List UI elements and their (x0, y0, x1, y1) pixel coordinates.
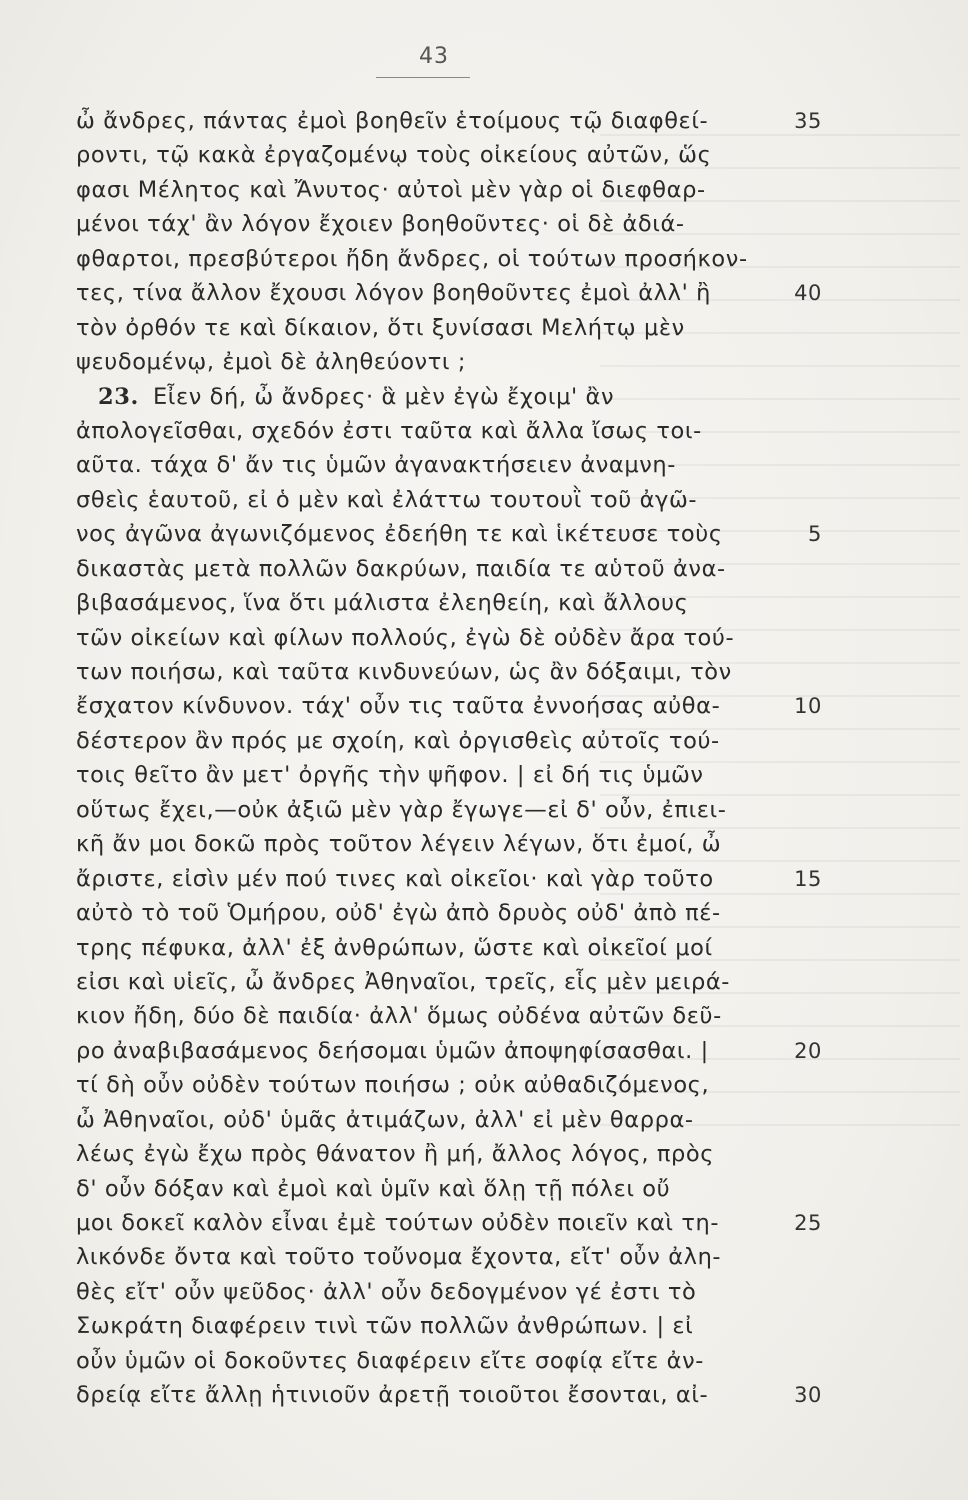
line-text: δέστερον ἂν πρός με σχοίη, καὶ ὀργισθεὶς αὐτοῖς τού- (76, 727, 720, 754)
text-line (76, 896, 816, 930)
line-text: τοις θεῖτο ἂν μετ' ὀργῆς τὴν ψῆφον. | εἰ δή τις ὑμῶν (76, 762, 704, 789)
text-line (76, 793, 816, 827)
text-line (76, 345, 816, 379)
text-line (76, 586, 816, 620)
line-text: τῶν οἰκείων καὶ φίλων πολλούς, ἐγὼ δὲ οὐδὲν ἄρα τού- (76, 624, 735, 651)
text-line (76, 724, 816, 758)
page-number: 43 (419, 44, 449, 69)
line-text: ἔσχατον κίνδυνον. τάχ' οὖν τις ταῦτα ἐννοήσας αὐθα- (76, 693, 721, 720)
section-number: 23. (98, 383, 139, 410)
text-line (76, 965, 816, 999)
line-number-marker: 20 (794, 1038, 822, 1063)
line-text: νος ἀγῶνα ἀγωνιζόμενος ἐδεήθη τε καὶ ἱκέτευσε τοὺς (76, 521, 723, 548)
text-line (76, 621, 816, 655)
text-line (76, 414, 816, 448)
line-text: εἰσι καὶ υἱεῖς, ὦ ἄνδρες Ἀθηναῖοι, τρεῖς, εἷς μὲν μειρά- (76, 968, 731, 995)
line-text: θὲς εἴτ' οὖν ψεῦδος· ἀλλ' οὖν δεδογμένον γέ ἐστι τὸ (76, 1278, 697, 1305)
page-number-rule (376, 77, 470, 78)
text-line (76, 1344, 816, 1378)
text-line (76, 1309, 816, 1343)
text-line (76, 276, 822, 310)
text-line (76, 931, 816, 965)
line-text: οὕτως ἔχει,—οὐκ ἀξιῶ μὲν γὰρ ἔγωγε—εἰ δ' οὖν, ἐπιει- (76, 796, 727, 823)
line-text: κιον ἤδη, δύο δὲ παιδία· ἀλλ' ὅμως οὐδένα αὐτῶν δεῦ- (76, 1003, 722, 1030)
text-line (76, 104, 822, 138)
line-number-marker: 30 (794, 1383, 822, 1408)
text-line (76, 655, 816, 689)
text-line (76, 1378, 822, 1412)
text-line (76, 1068, 816, 1102)
text-line (76, 827, 816, 861)
line-text: φθαρτοι, πρεσβύτεροι ἤδη ἄνδρες, οἱ τούτων προσήκον- (76, 245, 748, 272)
line-number-marker: 5 (808, 522, 822, 547)
text-line (76, 689, 822, 723)
greek-text-block (76, 104, 822, 1413)
line-text: βιβασάμενος, ἵνα ὅτι μάλιστα ἐλεηθείη, καὶ ἄλλους (76, 590, 689, 617)
line-number-marker: 40 (794, 281, 822, 306)
text-line (76, 1206, 822, 1240)
line-text: ἄριστε, εἰσὶν μέν πού τινες καὶ οἰκεῖοι· καὶ γὰρ τοῦτο (76, 865, 714, 892)
line-text: δρείᾳ εἴτε ἄλλῃ ἡτινιοῦν ἀρετῇ τοιοῦτοι ἔσονται, αἰ- (76, 1382, 709, 1409)
text-line (76, 862, 822, 896)
text-line (76, 242, 816, 276)
line-text: ψευδομένῳ, ἐμοὶ δὲ ἀληθεύοντι ; (76, 349, 467, 376)
line-text: ἀπολογεῖσθαι, σχεδόν ἐστι ταῦτα καὶ ἄλλα ἴσως τοι- (76, 417, 702, 444)
text-line (76, 552, 816, 586)
line-number-marker: 35 (794, 109, 822, 133)
line-text: λέως ἐγὼ ἔχω πρὸς θάνατον ἢ μή, ἄλλος λόγος, πρὸς (76, 1141, 715, 1168)
text-line (76, 1240, 816, 1274)
line-text: αῦτα. τάχα δ' ἄν τις ὑμῶν ἀγανακτήσειεν ἀναμνη- (76, 452, 677, 479)
text-line (76, 380, 816, 414)
line-text: ρο ἀναβιβασάμενος δεήσομαι ὑμῶν ἀποψηφίσασθαι. | (76, 1037, 709, 1064)
line-number-marker: 25 (794, 1211, 822, 1235)
text-line (76, 1275, 816, 1309)
line-text: ὦ ἄνδρες, πάντας ἐμοὶ βοηθεῖν ἑτοίμους τῷ διαφθεί- (76, 108, 709, 134)
line-text: αὐτὸ τὸ τοῦ Ὁμήρου, οὐδ' ἐγὼ ἀπὸ δρυὸς οὐδ' ἀπὸ πέ- (76, 900, 721, 927)
line-text: Εἶεν δή, ὦ ἄνδρες· ἃ μὲν ἐγὼ ἔχοιμ' ἂν (152, 383, 615, 410)
text-line (76, 1034, 822, 1068)
line-text: μοι δοκεῖ καλὸν εἶναι ἐμὲ τούτων οὐδὲν ποιεῖν καὶ τη- (76, 1210, 720, 1236)
line-text: λικόνδε ὄντα καὶ τοῦτο τοὔνομα ἔχοντα, εἴτ' οὖν ἀλη- (76, 1244, 722, 1271)
line-text: των ποιήσω, καὶ ταῦτα κινδυνεύων, ὡς ἂν δόξαιμι, τὸν (76, 659, 732, 685)
text-line (76, 1103, 816, 1137)
line-text: οὖν ὑμῶν οἱ δοκοῦντες διαφέρειν εἴτε σοφίᾳ εἴτε ἀν- (76, 1347, 704, 1374)
text-line (76, 173, 816, 207)
line-text: δ' οὖν δόξαν καὶ ἐμοὶ καὶ ὑμῖν καὶ ὅλῃ τῇ πόλει οὔ (76, 1175, 671, 1202)
line-number-marker: 15 (794, 866, 822, 891)
text-line (76, 1137, 816, 1171)
line-text: μένοι τάχ' ἂν λόγον ἔχοιεν βοηθοῦντες· οἱ δὲ ἀδιά- (76, 211, 685, 238)
line-text: τί δὴ οὖν οὐδὲν τούτων ποιήσω ; οὐκ αὐθαδιζόμενος, (76, 1072, 710, 1099)
text-line (76, 138, 816, 172)
line-text: κῆ ἄν μοι δοκῶ πρὸς τοῦτον λέγειν λέγων, ὅτι ἐμοί, ὦ (76, 831, 722, 858)
text-line (76, 1172, 816, 1206)
text-line (76, 758, 816, 792)
line-text: ὦ Ἀθηναῖοι, οὐδ' ὑμᾶς ἀτιμάζων, ἀλλ' εἰ μὲν θαρρα- (76, 1106, 694, 1133)
text-line (76, 517, 822, 551)
line-text: τὸν ὀρθόν τε καὶ δίκαιον, ὅτι ξυνίσασι Μελήτῳ μὲν (76, 314, 685, 341)
line-text: ροντι, τῷ κακὰ ἐργαζομένῳ τοὺς οἰκείους αὐτῶν, ὥς (76, 142, 712, 169)
line-text: δικαστὰς μετὰ πολλῶν δακρύων, παιδία τε αὑτοῦ ἀνα- (76, 555, 726, 582)
text-line (76, 311, 816, 345)
text-line (76, 207, 816, 241)
line-text: τρης πέφυκα, ἀλλ' ἐξ ἀνθρώπων, ὥστε καὶ οἰκεῖοί μοί (76, 934, 713, 961)
line-number-marker: 10 (794, 694, 822, 719)
text-line (76, 483, 816, 517)
line-text: φασι Μέλητος καὶ Ἄνυτος· αὐτοὶ μὲν γὰρ οἱ διεφθαρ- (76, 176, 706, 203)
line-text: τες, τίνα ἄλλον ἔχουσι λόγον βοηθοῦντες ἐμοὶ ἀλλ' ἢ (76, 280, 711, 307)
text-line (76, 999, 816, 1033)
line-text: Σωκράτη διαφέρειν τινὶ τῶν πολλῶν ἀνθρώπων. | εἰ (76, 1313, 694, 1340)
text-line (76, 448, 816, 482)
line-text: σθεὶς ἑαυτοῦ, εἰ ὁ μὲν καὶ ἐλάττω τουτουῒ τοῦ ἀγῶ- (76, 486, 698, 513)
